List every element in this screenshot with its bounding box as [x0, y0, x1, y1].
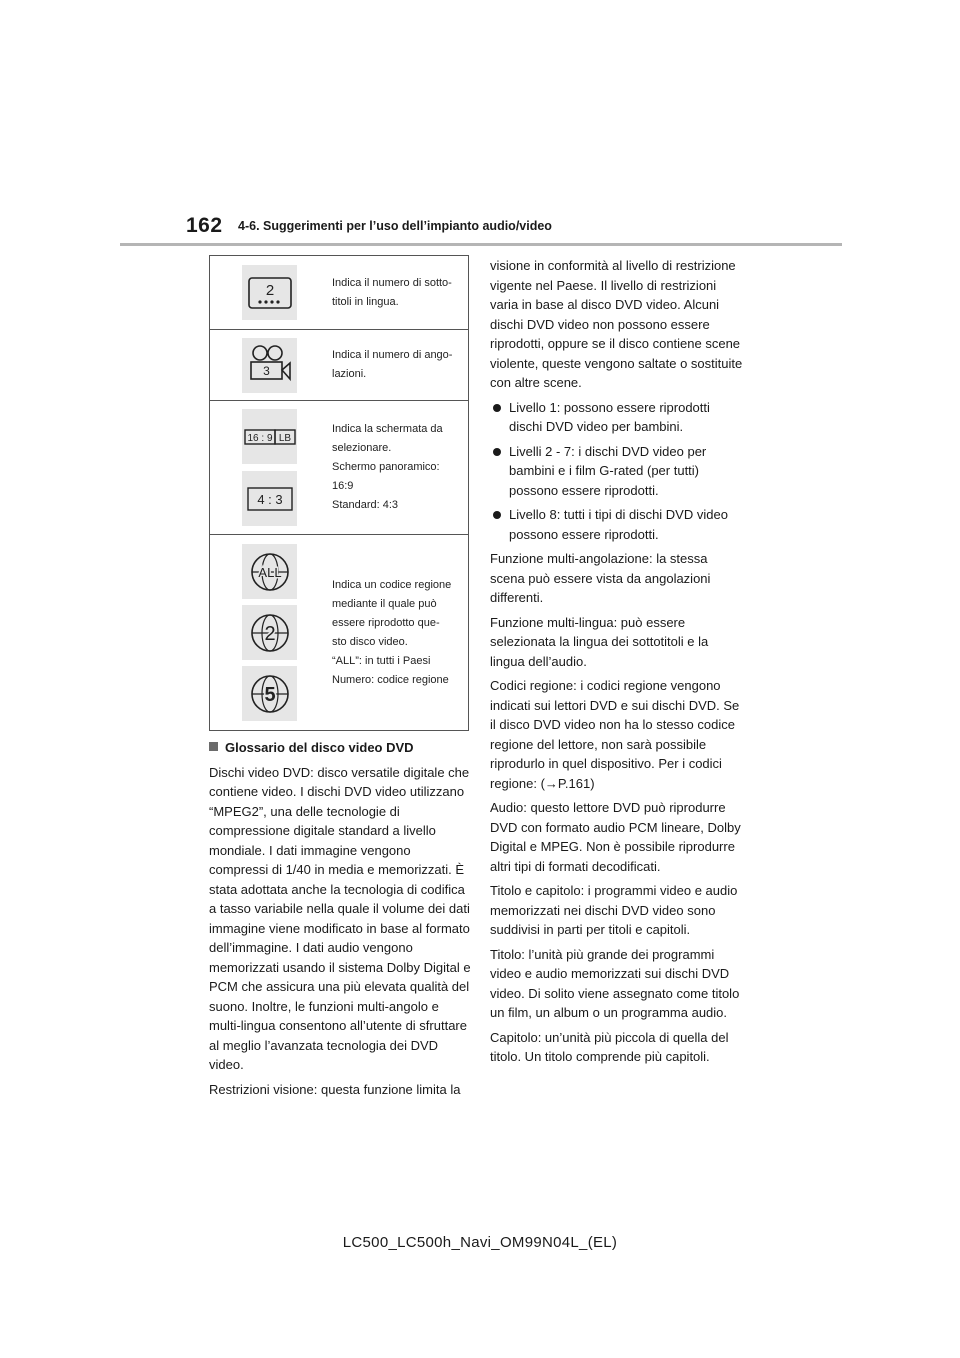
symbol-desc-line: lazioni. — [332, 368, 367, 380]
table-row — [210, 330, 469, 401]
section-title: 4-6. Suggerimenti per l’uso dell’impianto audio/video — [238, 219, 552, 233]
region-2-icon-label: 2 — [263, 622, 276, 645]
region-all-icon-label: ALL — [257, 564, 282, 580]
paragraph: Audio: questo lettore DVD può riprodurre DVD con formato audio PCM lineare, Dolby Digital e MPEG. Non è possibile riprodurre altri tipi di formati decodificati. — [490, 800, 741, 874]
paragraph: Codici regione: i codici regione vengono indicati sui lettori DVD e sui dischi DVD. Se il disco DVD video non ha lo stesso codice regione del lettore, non sarà possibile riprodurlo in quel dispositivo. Per i codici regione: (→P.161) — [490, 678, 740, 791]
paragraph: Funzione multi-angolazione: la stessa scena può essere vista da angolazioni differenti. — [490, 551, 711, 605]
bullet-dot-icon — [493, 511, 501, 519]
symbol-desc-line: Indica un codice regione — [332, 578, 452, 591]
paragraph: Funzione multi-lingua: può essere selezionata la lingua dei sottotitoli e la lingua dell’audio. — [490, 614, 709, 669]
paragraph: Titolo e capitolo: i programmi video e audio memorizzati nei dischi DVD video sono suddivisi in parti per titoli e capitoli. — [490, 883, 738, 937]
icon-cell — [210, 535, 330, 731]
bullet-dot-icon — [493, 404, 501, 412]
camera-angle-icon — [242, 338, 297, 393]
glossary-heading-text: Glossario del disco video DVD — [225, 740, 414, 755]
paragraph: Capitolo: un’unità più piccola di quella del titolo. Un titolo comprende più capitoli. — [490, 1029, 729, 1064]
bullet-text: Livello 8: tutti i tipi di dischi DVD video possono essere riprodotti. — [509, 507, 728, 542]
dvd-symbol-table — [209, 255, 469, 731]
footer-code: LC500_LC500h_Navi_OM99N04L_(EL) — [342, 1234, 618, 1251]
widescreen-icon-lb: LB — [278, 432, 291, 444]
desc-cell — [329, 401, 469, 535]
glossary-heading — [209, 738, 471, 758]
widescreen-icon-ratio: 16 : 9 — [246, 432, 273, 444]
paragraph: Restrizioni visione: questa funzione limita la — [209, 1081, 461, 1097]
desc-cell — [329, 535, 469, 731]
desc-cell — [329, 330, 469, 401]
region-5-icon — [242, 666, 297, 721]
standard-screen-icon — [242, 471, 297, 526]
symbol-desc-line: Indica la schermata da — [332, 423, 443, 435]
bullet-dot-icon — [493, 448, 501, 456]
paragraph: Titolo: l’unità più grande dei programmi video e audio memorizzati sui dischi DVD video. Di solito viene assegnato come titolo un film, un album o un programma audio. — [490, 946, 740, 1020]
table-row — [210, 535, 469, 731]
symbol-desc-line: “ALL”: in tutti i Paesi — [332, 654, 431, 667]
desc-cell — [329, 256, 469, 330]
bullet-item — [490, 442, 745, 501]
paragraph: Dischi video DVD: disco versatile digitale che contiene video. I dischi DVD video utilizzano “MPEG2”, una delle tecnologie di compressione digitale standard a livello mondiale. I dati immagine vengono compressi di 1/40 in media e memorizzati. È stata adottata anche la tecnologia di codifica a tasso variabile nella quale il volume dei dati immagine viene modificato in base al formato dell’immagine. I dati audio vengono memorizzati usando il sistema Dolby Digital e PCM che assicura una più elevata qualità del suono. Inoltre, le funzioni multi-angolo e multi-lingua consentono all’utente di sfruttare al meglio l’avanzata tecnologia dei DVD video. — [209, 764, 471, 1072]
camera-angle-icon-number: 3 — [262, 364, 270, 378]
paragraph: visione in conformità al livello di restrizione vigente nel Paese. Il livello di restrizioni varia in base al disco DVD video. Alcuni dischi DVD video non possono essere riprodotti, oppure se il disco contiene scene violente, queste vengono saltate o sostituite con altre scene. — [490, 258, 743, 390]
widescreen-icon — [242, 409, 297, 464]
region-2-icon — [242, 605, 297, 660]
symbol-desc-line: mediante il quale può — [332, 597, 437, 610]
table-row — [210, 401, 469, 535]
subtitle-icon-number: 2 — [265, 281, 274, 299]
bullet-text: Livello 1: possono essere riprodotti dischi DVD video per bambini. — [509, 399, 710, 434]
symbol-desc-line: Indica il numero di sotto- — [332, 276, 452, 289]
right-column — [490, 256, 745, 1072]
symbol-desc-line: 16:9 — [332, 480, 354, 492]
square-bullet-icon — [209, 742, 218, 751]
region-5-icon-label: 5 — [263, 683, 276, 706]
region-all-icon — [242, 544, 297, 599]
header-divider — [120, 243, 842, 246]
left-column — [209, 738, 471, 1104]
subtitle-icon — [242, 265, 297, 320]
icon-cell — [210, 401, 330, 535]
symbol-desc-line: Schermo panoramico: — [332, 461, 440, 473]
symbol-desc-line: essere riprodotto que- — [332, 616, 440, 629]
page-number: 162 — [186, 214, 223, 237]
symbol-desc-line: Indica il numero di ango- — [332, 349, 453, 361]
icon-cell — [210, 256, 330, 330]
icon-cell — [210, 330, 330, 401]
bullet-text: Livelli 2 - 7: i dischi DVD video per bambini e i film G-rated (per tutti) possono essere riprodotti. — [509, 443, 707, 498]
symbol-desc-line: selezionare. — [332, 442, 392, 454]
bullet-item — [490, 505, 745, 544]
table-row — [210, 256, 469, 330]
symbol-desc-line: sto disco video. — [332, 635, 408, 648]
symbol-desc-line: titoli in lingua. — [332, 295, 399, 308]
symbol-desc-line: Standard: 4:3 — [332, 499, 399, 511]
bullet-item — [490, 398, 745, 437]
symbol-desc-line: Numero: codice regione — [332, 673, 449, 686]
standard-screen-icon-ratio: 4 : 3 — [256, 491, 283, 507]
